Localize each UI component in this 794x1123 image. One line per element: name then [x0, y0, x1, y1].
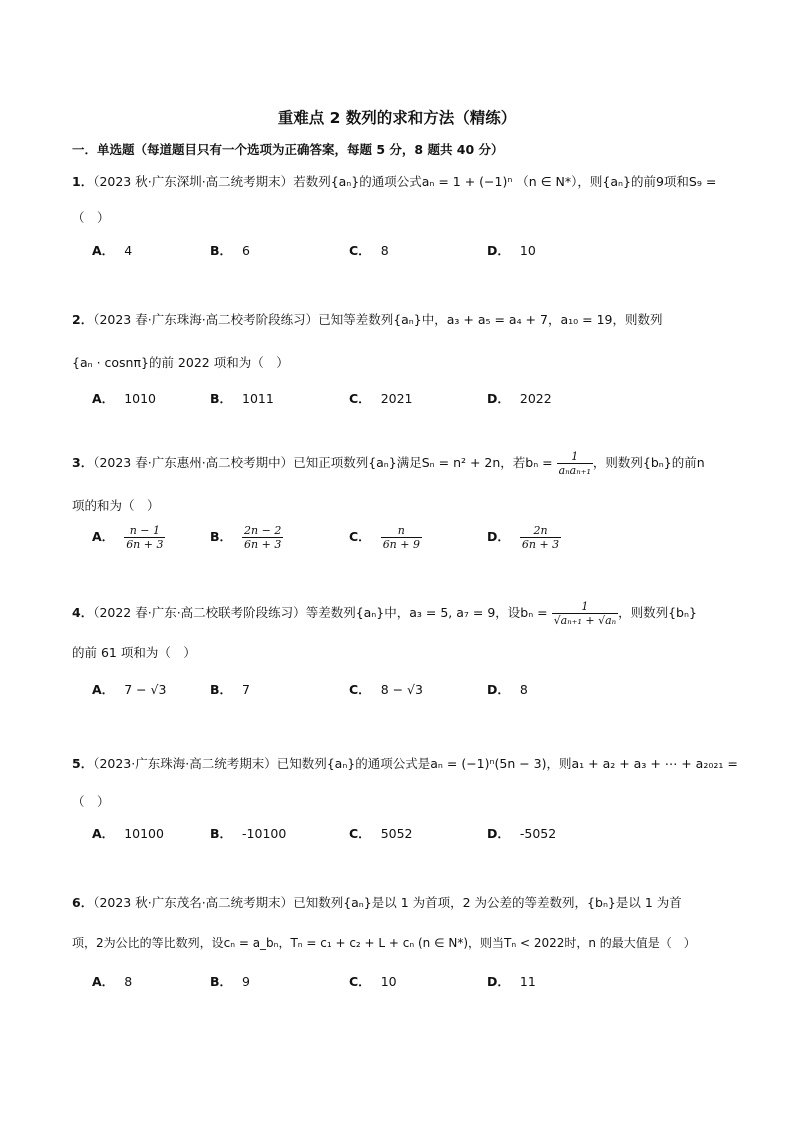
- option-label: D．: [487, 391, 510, 406]
- option-d[interactable]: [487, 972, 536, 990]
- option-label: A．: [92, 682, 115, 697]
- question-text: ，则数列{bₙ}: [618, 605, 697, 620]
- option-b[interactable]: [210, 680, 250, 698]
- option-b[interactable]: [210, 824, 286, 842]
- question-text: 已知数列{aₙ}是以 1 为首项，2 为公差的等差数列，{bₙ}是以 1 为首: [293, 895, 682, 910]
- question-2-line-1: [72, 310, 662, 328]
- option-b[interactable]: [210, 241, 250, 259]
- option-c[interactable]: [349, 389, 413, 407]
- question-number: 1．: [72, 174, 94, 189]
- option-label: B．: [210, 391, 233, 406]
- question-text: 已知数列{aₙ}的通项公式是aₙ = (−1)ⁿ(5n − 3)，则a₁ + a₂ + a₃ + ⋯ + a₂₀₂₁ =: [276, 756, 738, 771]
- option-a[interactable]: [92, 680, 166, 698]
- question-source: （2023 秋·广东茂名·高二统考期末）: [93, 895, 294, 910]
- question-number: 5．: [72, 756, 94, 771]
- section-heading: 一．单选题（每道题目只有一个选项为正确答案，每题 5 分，8 题共 40 分）: [72, 142, 504, 157]
- option-label: A．: [92, 243, 115, 258]
- option-text: 2021: [380, 391, 413, 406]
- option-label: A．: [92, 391, 115, 406]
- option-label: B．: [210, 974, 233, 989]
- question-5-line-1: [72, 754, 738, 772]
- option-label: C．: [349, 682, 371, 697]
- option-text: 8: [519, 682, 528, 697]
- fraction-numerator: 1: [552, 600, 618, 614]
- fraction: [557, 450, 593, 477]
- option-label: C．: [349, 974, 371, 989]
- option-label: C．: [349, 391, 371, 406]
- option-d[interactable]: [487, 680, 528, 698]
- question-text: ，则数列{bₙ}的前n: [592, 455, 705, 470]
- option-d[interactable]: [487, 389, 552, 407]
- question-1-line-2: （ ）: [72, 210, 110, 225]
- question-number: 2．: [72, 312, 94, 327]
- question-source: （2023 春·广东珠海·高二校考阶段练习）: [93, 312, 319, 327]
- fraction-denominator: 6n + 3: [521, 538, 560, 551]
- option-label: B．: [210, 243, 233, 258]
- fraction-denominator: aₙaₙ₊₁: [558, 464, 591, 477]
- question-3-line-1: [72, 450, 705, 477]
- option-text: 10: [380, 974, 397, 989]
- page-title: 重难点 2 数列的求和方法（精练）: [277, 109, 517, 127]
- option-label: D．: [487, 243, 510, 258]
- fraction-denominator: 6n + 3: [244, 538, 282, 551]
- option-label: D．: [487, 974, 510, 989]
- option-text: 4: [124, 243, 133, 258]
- option-text: 10: [519, 243, 536, 258]
- option-label: D．: [487, 682, 510, 697]
- option-label: A．: [92, 974, 115, 989]
- question-number: 6．: [72, 895, 94, 910]
- question-text: 已知等差数列{aₙ}中，a₃ + a₅ = a₄ + 7，a₁₀ = 19，则数列: [318, 312, 663, 327]
- question-source: （2023 秋·广东深圳·高二统考期末）: [93, 174, 294, 189]
- option-label: D．: [487, 826, 510, 841]
- option-d[interactable]: [487, 241, 536, 259]
- fraction: [242, 524, 283, 551]
- question-3-line-2: 项的和为（ ）: [72, 498, 160, 513]
- option-d[interactable]: [487, 524, 561, 551]
- fraction-denominator: √aₙ₊₁ + √aₙ: [553, 614, 617, 627]
- option-a[interactable]: [92, 972, 132, 990]
- option-text: 10100: [124, 826, 164, 841]
- option-text: -10100: [242, 826, 287, 841]
- question-text: 若数列{aₙ}的通项公式aₙ = 1 + (−1)ⁿ （n ∈ N*），则{aₙ}的前9项和S₉ =: [293, 174, 717, 189]
- fraction: [124, 524, 165, 551]
- option-a[interactable]: [92, 241, 132, 259]
- option-label: D．: [487, 529, 510, 544]
- option-text: 8: [124, 974, 133, 989]
- option-b[interactable]: [210, 972, 250, 990]
- fraction-numerator: n − 1: [124, 524, 165, 538]
- question-text: 已知正项数列{aₙ}满足Sₙ = n² + 2n，若bₙ =: [293, 455, 553, 470]
- option-label: C．: [349, 529, 371, 544]
- fraction: [381, 524, 422, 551]
- option-text: 5052: [380, 826, 413, 841]
- option-c[interactable]: [349, 972, 397, 990]
- option-c[interactable]: [349, 241, 389, 259]
- question-source: （2023 春·广东惠州·高二校考期中）: [93, 455, 294, 470]
- option-a[interactable]: [92, 524, 165, 551]
- fraction: [520, 524, 561, 551]
- fraction: [552, 600, 618, 627]
- option-c[interactable]: [349, 524, 422, 551]
- option-b[interactable]: [210, 389, 274, 407]
- question-number: 3．: [72, 455, 94, 470]
- option-d[interactable]: [487, 824, 556, 842]
- fraction-denominator: 6n + 9: [382, 538, 420, 551]
- option-label: A．: [92, 529, 115, 544]
- option-a[interactable]: [92, 824, 164, 842]
- option-text: 1010: [124, 391, 156, 406]
- question-6-line-1: [72, 893, 682, 911]
- question-4-line-1: [72, 600, 697, 627]
- option-label: C．: [349, 826, 371, 841]
- option-text: 9: [242, 974, 250, 989]
- fraction-numerator: 2n: [520, 524, 561, 538]
- option-text: 8: [380, 243, 389, 258]
- fraction-numerator: 1: [557, 450, 593, 464]
- option-text: 2022: [519, 391, 552, 406]
- option-text: 7: [242, 682, 250, 697]
- option-label: A．: [92, 826, 115, 841]
- question-2-line-2: {aₙ · cosnπ}的前 2022 项和为（ ）: [72, 355, 289, 370]
- option-text: 11: [519, 974, 536, 989]
- option-b[interactable]: [210, 524, 283, 551]
- option-label: B．: [210, 682, 233, 697]
- question-1-line-1: [72, 172, 716, 190]
- question-source: （2023·广东珠海·高二统考期末）: [93, 756, 277, 771]
- option-c[interactable]: [349, 680, 423, 698]
- option-text: 1011: [242, 391, 274, 406]
- option-text: 6: [242, 243, 250, 258]
- option-label: B．: [210, 826, 233, 841]
- question-6-line-2: 项，2为公比的等比数列，设cₙ = a_bₙ，Tₙ = c₁ + c₂ + L + cₙ (n ∈ N*)，则当Tₙ < 2022时，n 的最大值是（ ）: [72, 936, 696, 950]
- fraction-denominator: 6n + 3: [126, 538, 164, 551]
- fraction-numerator: n: [381, 524, 422, 538]
- question-4-line-2: 的前 61 项和为（ ）: [72, 645, 196, 660]
- question-text: 等差数列{aₙ}中，a₃ = 5, a₇ = 9，设bₙ =: [305, 605, 548, 620]
- option-a[interactable]: [92, 389, 156, 407]
- option-text: -5052: [519, 826, 557, 841]
- question-number: 4．: [72, 605, 94, 620]
- option-label: B．: [210, 529, 233, 544]
- option-text: 8 − √3: [380, 682, 423, 697]
- question-source: （2022 春·广东·高二校联考阶段练习）: [93, 605, 306, 620]
- fraction-numerator: 2n − 2: [244, 524, 282, 537]
- question-5-line-2: （ ）: [72, 794, 110, 809]
- option-text: 7 − √3: [124, 682, 167, 697]
- option-c[interactable]: [349, 824, 413, 842]
- option-label: C．: [349, 243, 371, 258]
